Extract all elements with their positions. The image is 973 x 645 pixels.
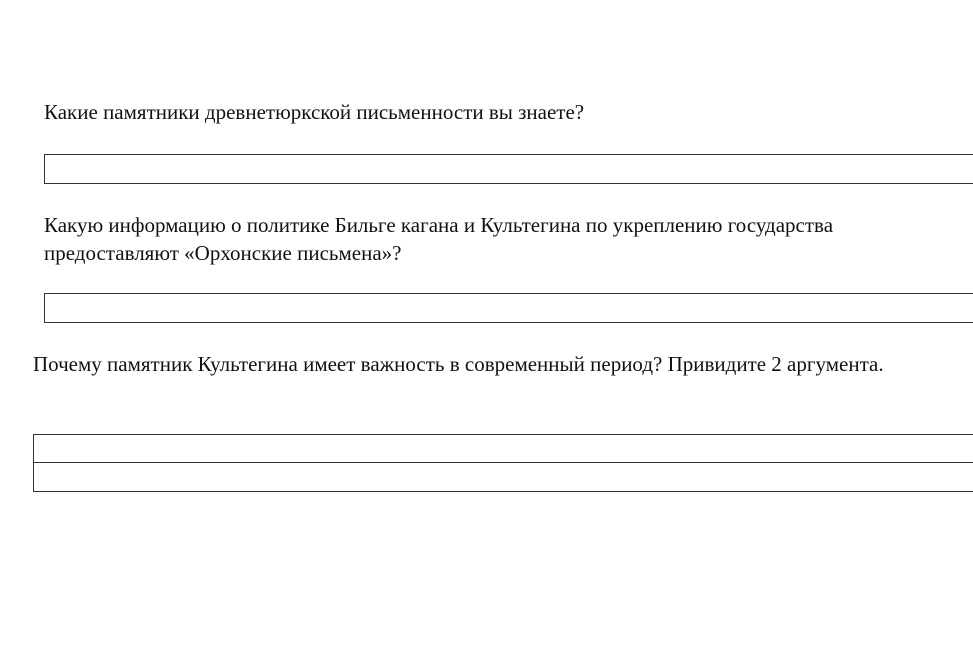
question-3-text: Почему памятник Культегина имеет важность в современный период? Привидите 2 аргумента. <box>33 352 884 376</box>
answer-field-1[interactable] <box>44 154 973 184</box>
answer-field-3-row-1[interactable] <box>33 434 973 463</box>
answer-table-3 <box>33 434 973 492</box>
answer-field-2[interactable] <box>44 293 973 323</box>
question-2-text: Какую информацию о политике Бильге кагана и Культегина по укреплению государства предоставляют «Орхонские письмена»? <box>44 213 834 265</box>
answer-field-3-row-2[interactable] <box>33 463 973 492</box>
question-1-text: Какие памятники древнетюркской письменности вы знаете? <box>44 100 585 124</box>
